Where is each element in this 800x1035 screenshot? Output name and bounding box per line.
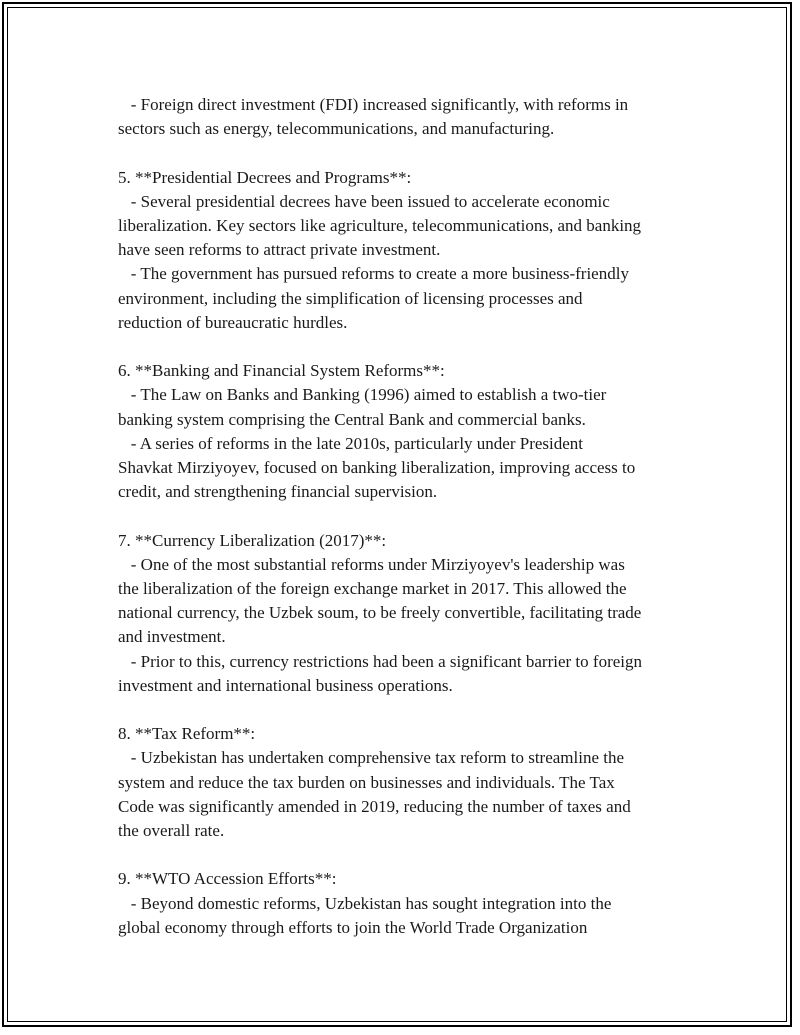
text-line: - Several presidential decrees have been issued to accelerate economic: [118, 191, 610, 211]
text-line: - Uzbekistan has undertaken comprehensive tax reform to streamline the: [118, 748, 625, 768]
text-line: the liberalization of the foreign exchange market in 2017. This allowed the: [118, 579, 627, 599]
text-line: system and reduce the tax burden on businesses and individuals. The Tax: [118, 772, 615, 792]
banking-reforms-section: [118, 359, 708, 504]
text-line: national currency, the Uzbek soum, to be freely convertible, facilitating trade: [118, 603, 642, 623]
presidential-decrees-section: [118, 166, 708, 335]
text-line: investment and international business operations.: [118, 675, 453, 695]
text-line: sectors such as energy, telecommunications, and manufacturing.: [118, 119, 555, 139]
text-line: - Prior to this, currency restrictions had been a significant barrier to foreign: [118, 651, 642, 671]
text-line: Code was significantly amended in 2019, reducing the number of taxes and: [118, 796, 631, 816]
section-heading: 6. **Banking and Financial System Reforms**:: [118, 361, 445, 381]
text-line: - The government has pursued reforms to create a more business-friendly: [118, 264, 629, 284]
text-line: global economy through efforts to join the World Trade Organization: [118, 917, 588, 937]
text-line: environment, including the simplification of licensing processes and: [118, 288, 583, 308]
document-body: [118, 93, 708, 964]
text-line: reduction of bureaucratic hurdles.: [118, 312, 348, 332]
text-line: - One of the most substantial reforms under Mirziyoyev's leadership was: [118, 554, 625, 574]
text-line: and investment.: [118, 627, 226, 647]
section-heading: 7. **Currency Liberalization (2017)**:: [118, 530, 387, 550]
tax-reform-section: [118, 722, 708, 843]
text-line: - The Law on Banks and Banking (1996) aimed to establish a two-tier: [118, 385, 607, 405]
text-line: liberalization. Key sectors like agriculture, telecommunications, and banking: [118, 216, 642, 235]
fdi-paragraph: [118, 93, 708, 141]
text-line: have seen reforms to attract private investment.: [118, 240, 441, 260]
text-line: - Beyond domestic reforms, Uzbekistan has sought integration into the: [118, 893, 612, 913]
text-line: Shavkat Mirziyoyev, focused on banking liberalization, improving access to: [118, 458, 636, 478]
text-line: credit, and strengthening financial supervision.: [118, 482, 438, 502]
section-heading: 5. **Presidential Decrees and Programs**:: [118, 167, 412, 187]
text-line: banking system comprising the Central Bank and commercial banks.: [118, 409, 586, 429]
section-heading: 9. **WTO Accession Efforts**:: [118, 869, 337, 889]
text-line: the overall rate.: [118, 821, 225, 841]
text-line: - A series of reforms in the late 2010s, particularly under President: [118, 433, 584, 453]
currency-liberalization-section: [118, 529, 708, 698]
text-line: - Foreign direct investment (FDI) increased significantly, with reforms in: [118, 95, 629, 114]
wto-accession-section: [118, 867, 708, 940]
section-heading: 8. **Tax Reform**:: [118, 724, 256, 744]
